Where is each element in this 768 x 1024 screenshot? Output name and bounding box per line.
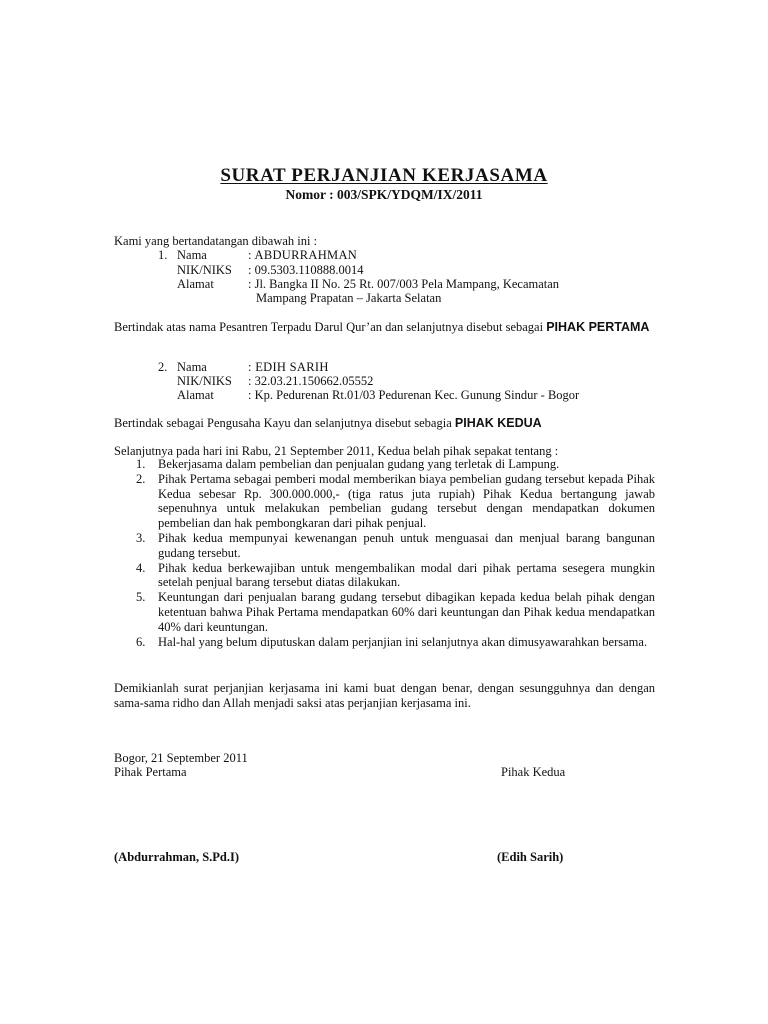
party2-number: 2.	[158, 360, 168, 374]
party1-nik-label: NIK/NIKS	[177, 263, 232, 277]
party1-name-value: : ABDURRAHMAN	[248, 248, 358, 262]
party1-nik-value: : 09.5303.110888.0014	[248, 263, 364, 277]
party1-role-text: Bertindak atas nama Pesantren Terpadu Darul Qur’an dan selanjutnya disebut sebagai	[114, 320, 547, 334]
party1-role-paragraph	[114, 320, 655, 335]
party1-address-label: Alamat	[177, 277, 214, 291]
clause-number: 3.	[136, 530, 146, 545]
clause-item	[114, 635, 655, 650]
clause-item	[114, 590, 655, 634]
signature-name-first-party: (Abdurrahman, S.Pd.I)	[114, 850, 240, 864]
party1-address-line2: Mampang Prapatan – Jakarta Selatan	[256, 291, 442, 305]
place-date: Bogor, 21 September 2011	[114, 751, 248, 765]
clause-number: 5.	[136, 590, 146, 605]
party1-name-label: Nama	[177, 248, 207, 262]
clause-text: Pihak kedua berkewajiban untuk mengembalikan modal dari pihak pertama sesegera mungkin setelah penjual barang tersebut diatas dilakukan.	[158, 560, 655, 590]
party1-number: 1.	[158, 248, 168, 262]
signature-name-second-party: (Edih Sarih)	[497, 850, 564, 864]
party2-name-label: Nama	[177, 360, 207, 374]
party2-role-title: PIHAK KEDUA	[454, 416, 542, 430]
party2-nik-value: : 32.03.21.150662.05552	[248, 374, 374, 388]
clause-text: Pihak kedua mempunyai kewenangan penuh untuk menguasai dan menjual barang bangunan gudang tersebut.	[158, 530, 655, 560]
clause-item	[114, 472, 655, 531]
clause-text: Pihak Pertama sebagai pemberi modal memberikan biaya pembelian gudang tersebut kepada Pihak Kedua sebesar Rp. 300.000.000,- (tiga ratus juta rupiah) Pihak Kedua bertangung jawab sepenuhnya untuk melakukan pembelian gudang tersebut dengan mendapatkan dokumen pembelian dan hak pembongkaran dari pihak penjual.	[158, 471, 655, 531]
document-number: Nomor : 003/SPK/YDQM/IX/2011	[285, 187, 483, 202]
party2-nik-label: NIK/NIKS	[177, 374, 232, 388]
signature-label-second-party: Pihak Kedua	[501, 765, 566, 779]
agreement-intro: Selanjutnya pada hari ini Rabu, 21 September 2011, Kedua belah pihak sepakat tentang :	[114, 444, 559, 458]
closing-paragraph: Demikianlah surat perjanjian kerjasama ini kami buat dengan benar, dengan sesungguhnya dan dengan sama-sama ridho dan Allah menjadi saksi atas perjanjian kerjasama ini.	[114, 681, 655, 710]
clause-text: Bekerjasama dalam pembelian dan penjualan gudang yang terletak di Lampung.	[158, 457, 560, 471]
signature-label-first-party: Pihak Pertama	[114, 765, 187, 779]
clause-item	[114, 531, 655, 561]
document-title	[0, 165, 768, 187]
title-text: SURAT PERJANJIAN KERJASAMA	[220, 165, 548, 186]
party2-role-text: Bertindak sebagai Pengusaha Kayu dan selanjutnya disebut sebagia	[114, 416, 455, 430]
party2-name-value: : EDIH SARIH	[248, 360, 329, 374]
clause-item	[114, 561, 655, 591]
clause-number: 4.	[136, 560, 146, 575]
clause-number: 2.	[136, 471, 146, 486]
clause-list	[114, 457, 655, 649]
clause-text: Hal-hal yang belum diputuskan dalam perjanjian ini selanjutnya akan dimusyawarahkan bersama.	[158, 634, 648, 649]
clause-number: 1.	[136, 457, 146, 471]
clause-text: Keuntungan dari penjualan barang gudang tersebut dibagikan kepada kedua belah pihak dengan ketentuan bahwa Pihak Pertama mendapatkan 60% dari keuntungan dan Pihak kedua mendapatkan 40% dari keuntungan.	[158, 590, 655, 634]
party1-role-title: PIHAK PERTAMA	[546, 320, 650, 334]
clause-number: 6.	[136, 634, 146, 649]
party1-address-line1: : Jl. Bangka II No. 25 Rt. 007/003 Pela Mampang, Kecamatan	[248, 277, 560, 291]
party2-address-value: : Kp. Pedurenan Rt.01/03 Pedurenan Kec. Gunung Sindur - Bogor	[248, 388, 580, 402]
intro-text: Kami yang bertandatangan dibawah ini :	[114, 234, 318, 248]
party2-address-label: Alamat	[177, 388, 214, 402]
party2-role-paragraph	[114, 416, 542, 431]
clause-item	[114, 457, 655, 472]
